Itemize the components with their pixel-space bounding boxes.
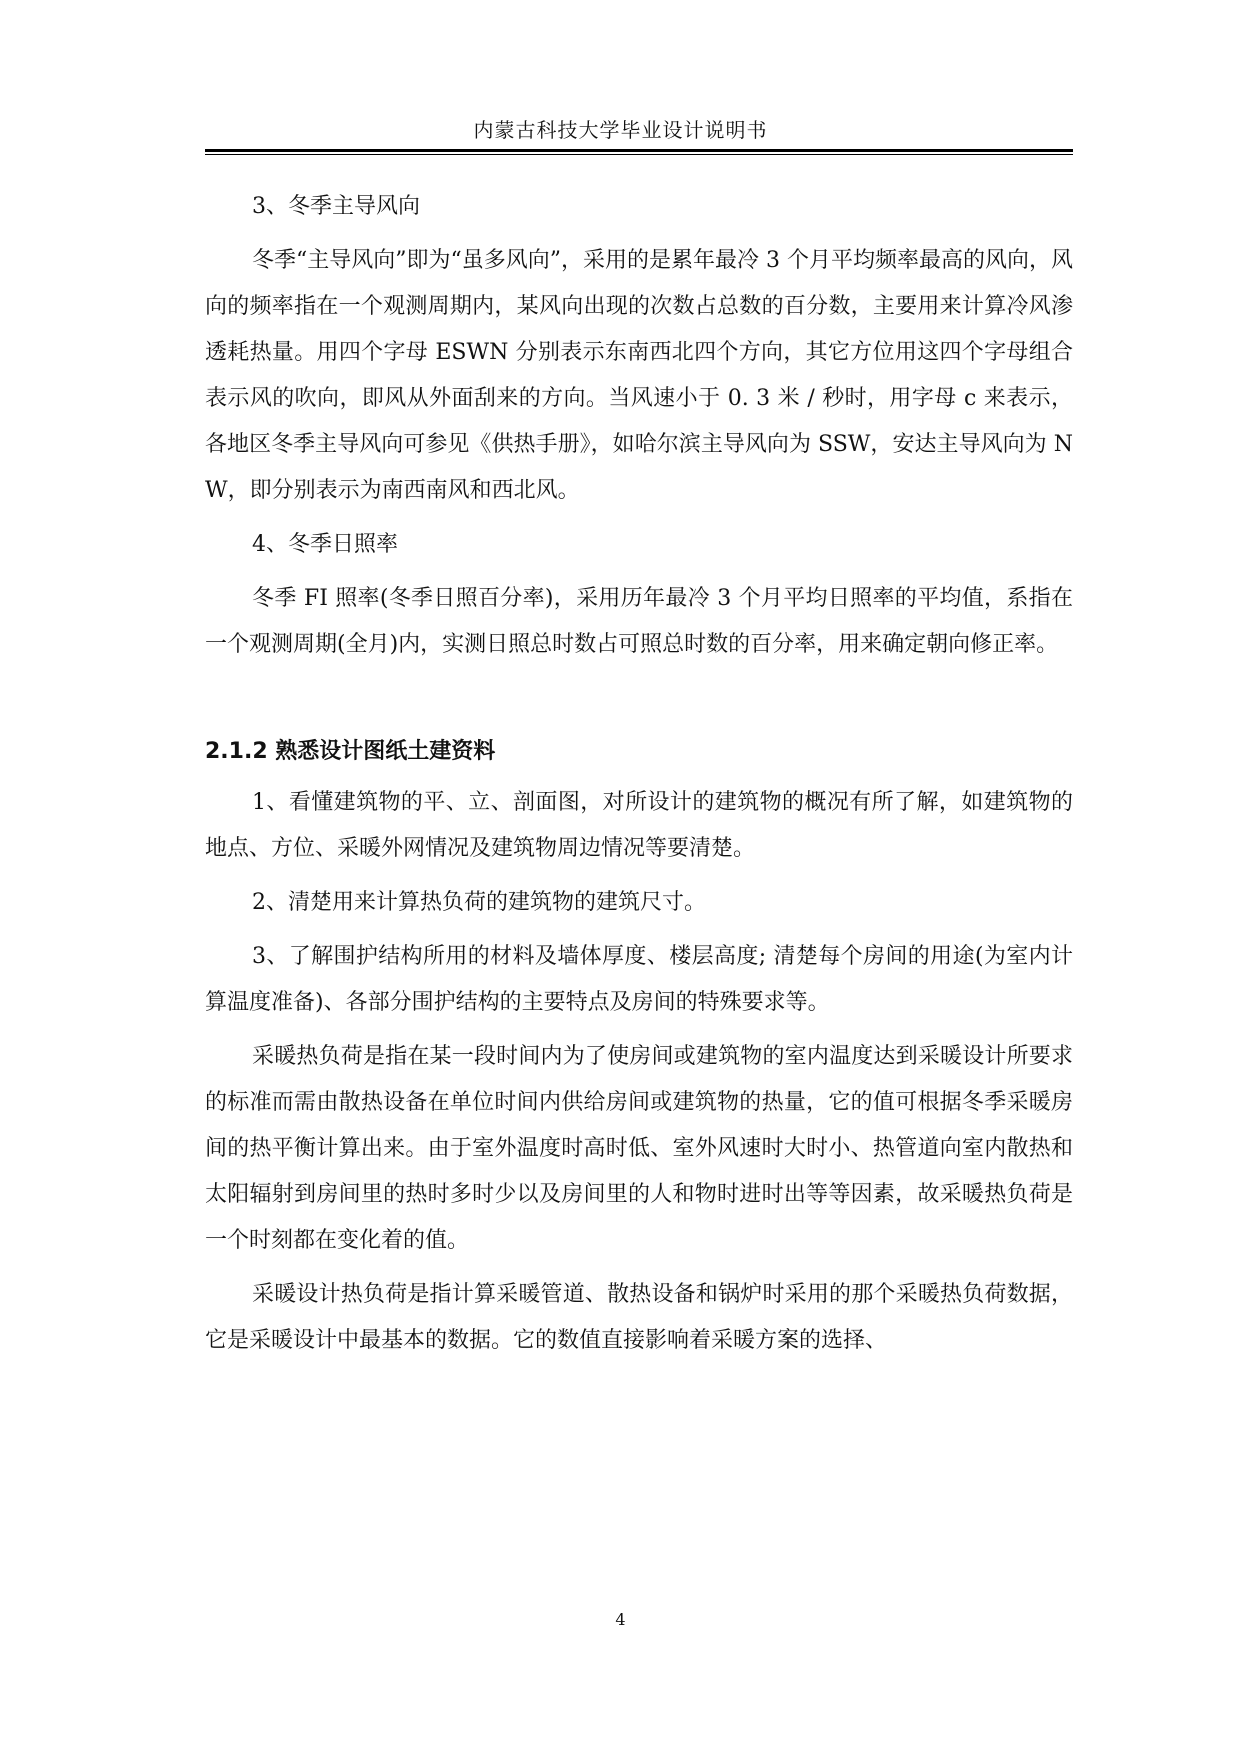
section-heading-2-1-2: 2.1.2 熟悉设计图纸土建资料 [205,739,496,764]
paragraph-item-1: 1、看懂建筑物的平、立、剖面图，对所设计的建筑物的概况有所了解，如建筑物的地点、方位、采暖外网情况及建筑物周边情况等要清楚。 [205,790,1073,861]
paragraph-item-3: 3、了解围护结构所用的材料及墙体厚度、楼层高度; 清楚每个房间的用途(为室内计算温度准备)、各部分围护结构的主要特点及房间的特殊要求等。 [205,944,1073,1015]
paragraph-winter-sunshine: 冬季 FI 照率(冬季日照百分率)，采用历年最冷 3 个月平均日照率的平均值，系指在一个观测周期(全月)内，实测日照总时数占可照总时数的百分率，用来确定朝向修正率。 [205,586,1073,657]
document-body [205,184,1073,1372]
header-rule-thin [205,154,1073,155]
document-header-title: 内蒙古科技大学毕业设计说明书 [473,118,768,142]
paragraph-design-heating-load: 采暖设计热负荷是指计算采暖管道、散热设备和锅炉时采用的那个采暖热负荷数据，它是采暖设计中最基本的数据。它的数值直接影响着采暖方案的选择、 [205,1282,1073,1353]
subsection-title-winter-wind: 3、冬季主导风向 [252,194,420,219]
page-number: 4 [615,1610,626,1629]
paragraph-winter-wind: 冬季“主导风向”即为“虽多风向”，采用的是累年最冷 3 个月平均频率最高的风向，风向的频率指在一个观测周期内，某风向出现的次数占总数的百分数，主要用来计算冷风渗透耗热量。用四个字母 ESWN 分别表示东南西北四个方向，其它方位用这四个字母组合表示风的吹向，即风从外面刮来的方向。当风速小于 0. 3 米 / 秒时，用字母 c 来表示，各地区冬季主导风向可参见《供热手册》，如哈尔滨主导风向为 SSW，安达主导风向为 NW，即分别表示为南西南风和西北风。 [205,248,1073,503]
paragraph-item-2: 2、清楚用来计算热负荷的建筑物的建筑尺寸。 [252,890,706,915]
subsection-title-winter-sunshine: 4、冬季日照率 [252,532,398,557]
paragraph-heating-load: 采暖热负荷是指在某一段时间内为了使房间或建筑物的室内温度达到采暖设计所要求的标准而需由散热设备在单位时间内供给房间或建筑物的热量，它的值可根据冬季采暖房间的热平衡计算出来。由于室外温度时高时低、室外风速时大时小、热管道向室内散热和太阳辐射到房间里的热时多时少以及房间里的人和物时进时出等等因素，故采暖热负荷是一个时刻都在变化着的值。 [205,1044,1073,1253]
header-rule-thick [205,149,1073,152]
